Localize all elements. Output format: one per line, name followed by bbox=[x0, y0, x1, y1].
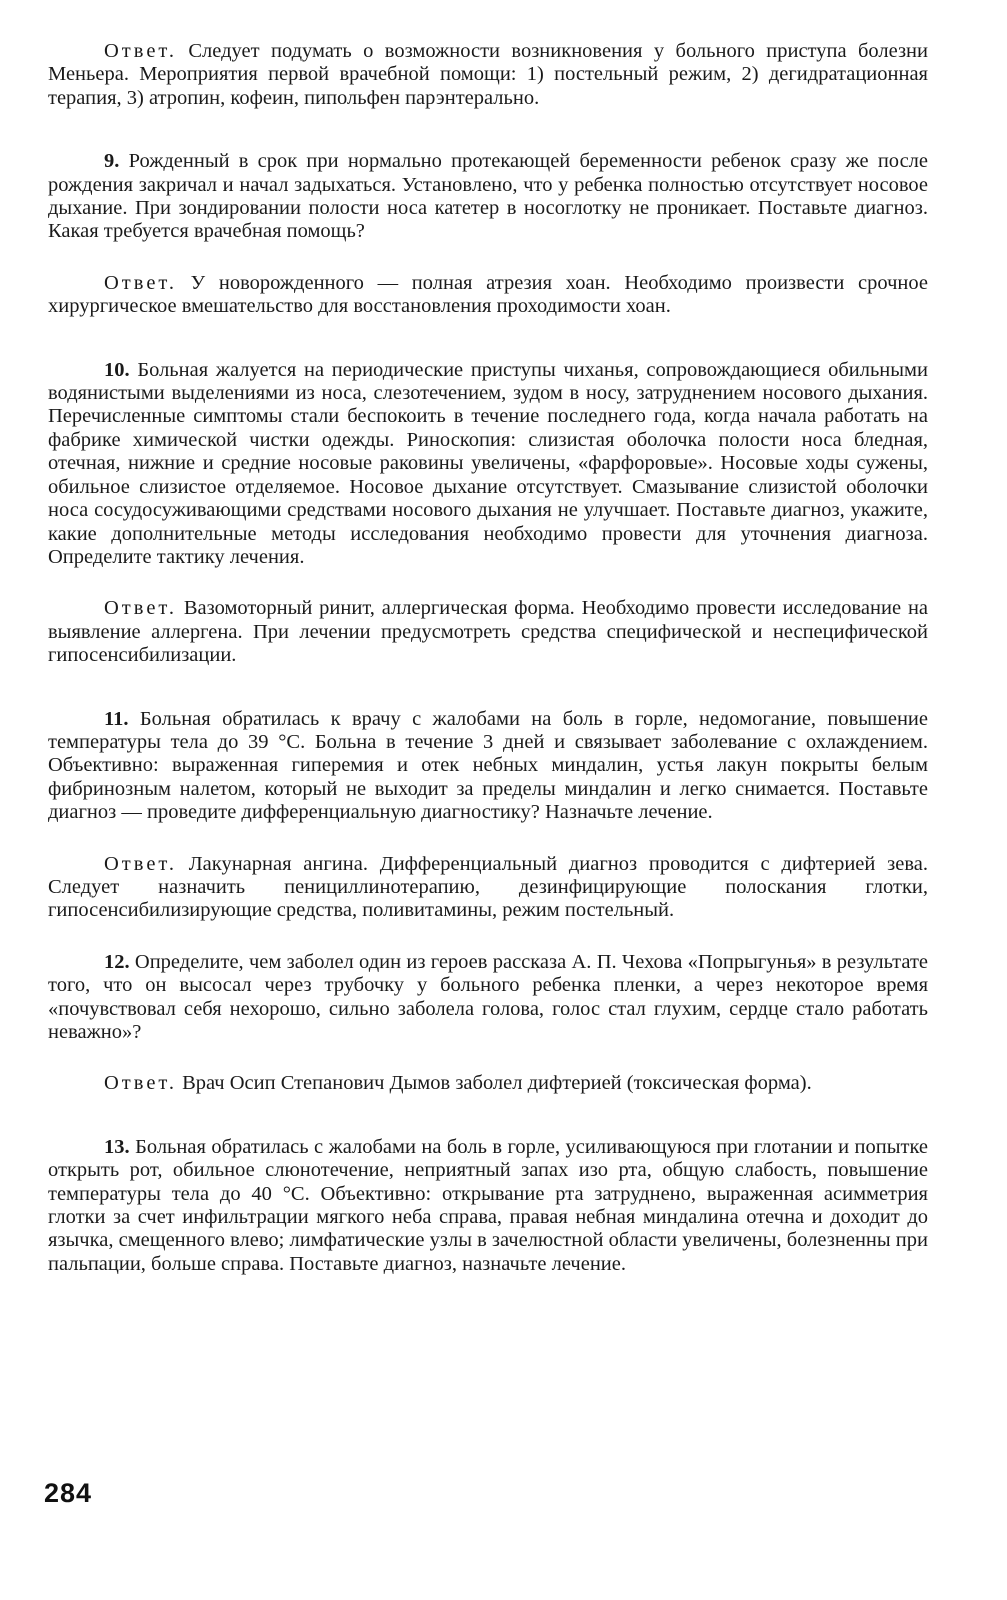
question-13 bbox=[48, 1136, 928, 1276]
answer-label: Ответ. bbox=[104, 597, 177, 620]
answer-12 bbox=[48, 1072, 928, 1095]
question-number: 13. bbox=[104, 1135, 130, 1158]
answer-8 bbox=[48, 40, 928, 110]
answer-text: Следует подумать о возможности возникновения у больного приступа болезни Меньера. Мероприятия первой врачебной помощи: 1) постельный режим, 2) дегидратационная терапия, 3) атропин, кофеин, пипольфен парэнтерально. bbox=[48, 40, 928, 109]
answer-text: Вазомоторный ринит, аллергическая форма. Необходимо провести исследование на выявление аллергена. При лечении предусмотреть средства специфической и неспецифической гипосенсибилизации. bbox=[48, 597, 929, 667]
answer-11 bbox=[48, 853, 928, 923]
answer-text: Лакунарная ангина. Дифференциальный диагноз проводится с дифтерией зева. Следует назначить пенициллинотерапию, дезинфицирующие полоскания глотки, гипосенсибилизирующие средства, поливитамины, режим постельный. bbox=[48, 852, 928, 922]
question-text: Больная обратилась к врачу с жалобами на боль в горле, недомогание, повышение температуры тела до 39 °C. Больна в течение 3 дней и связывает заболевание с охлаждением. Объективно: выраженная гиперемия и отек небных миндалин, устья лакун покрыты белым фибринозным налетом, который не выходит за пределы миндалин и легко снимается. Поставьте диагноз — проведите дифференциальную диагностику? Назначьте лечение. bbox=[48, 707, 928, 824]
question-text: Рожденный в срок при нормально протекающей беременности ребенок сразу же после рождения закричал и начал задыхаться. Установлено, что у ребенка полностью отсутствует носовое дыхание. При зондировании полости носа катетер в носоглотку не проникает. Поставьте диагноз. Какая требуется врачебная помощь? bbox=[48, 150, 928, 243]
answer-label: Ответ. bbox=[104, 40, 177, 62]
answer-9 bbox=[48, 272, 928, 319]
question-text: Определите, чем заболел один из героев рассказа А. П. Чехова «Попрыгунья» в результате того, что он высосал через трубочку у больного ребенка пленки, а через некоторое время «почувствовал себя нехорошо, сильно заболела голова, голос стал глухим, сердце стало работать неважно»? bbox=[48, 950, 929, 1043]
question-number: 12. bbox=[104, 950, 130, 973]
question-11 bbox=[48, 708, 928, 825]
answer-label: Ответ. bbox=[104, 852, 177, 875]
question-number: 11. bbox=[104, 707, 129, 730]
answer-label: Ответ. bbox=[104, 271, 177, 294]
question-10 bbox=[48, 359, 928, 570]
question-12 bbox=[48, 951, 928, 1045]
question-number: 10. bbox=[104, 358, 130, 381]
question-text: Больная жалуется на периодические приступы чиханья, сопровождающиеся обильными водянистыми выделениями из носа, слезотечением, зудом в носу, затруднением носового дыхания. Перечисленные симптомы стали беспокоить в течение последнего года, когда начала работать на фабрике химической чистки одежды. Риноскопия: слизистая оболочка полости носа бледная, отечная, нижние и средние носовые раковины увеличены, «фарфоровые». Носовые ходы сужены, обильное слизистое отделяемое. Носовое дыхание отсутствует. Смазывание слизистой оболочки носа сосудосуживающими средствами носового дыхания не улучшает. Поставьте диагноз, укажите, какие дополнительные методы исследования необходимо провести для уточнения диагноза. Определите тактику лечения. bbox=[48, 358, 928, 568]
answer-label: Ответ. bbox=[104, 1072, 177, 1095]
answer-10 bbox=[48, 597, 928, 667]
question-9 bbox=[48, 150, 928, 244]
question-number: 9. bbox=[104, 150, 120, 173]
question-text: Больная обратилась с жалобами на боль в горле, усиливающуюся при глотании и попытке открыть рот, обильное слюнотечение, неприятный запах изо рта, общую слабость, повышение температуры тела до 40 °C. Объективно: открывание рта затруднено, выраженная асимметрия глотки за счет инфильтрации мягкого неба справа, правая небная миндалина отечна и доходит до язычка, смещенного влево; лимфатические узлы в зачелюстной области увеличены, болезненны при пальпации, больше справа. Поставьте диагноз, назначьте лечение. bbox=[48, 1135, 929, 1275]
answer-text: У новорожденного — полная атрезия хоан. Необходимо произвести срочное хирургическое вмешательство для восстановления проходимости хоан. bbox=[48, 271, 928, 318]
page-body bbox=[48, 40, 928, 1276]
page-number: 284 bbox=[44, 1478, 93, 1508]
answer-text: Врач Осип Степанович Дымов заболел дифтерией (токсическая форма). bbox=[182, 1072, 812, 1095]
